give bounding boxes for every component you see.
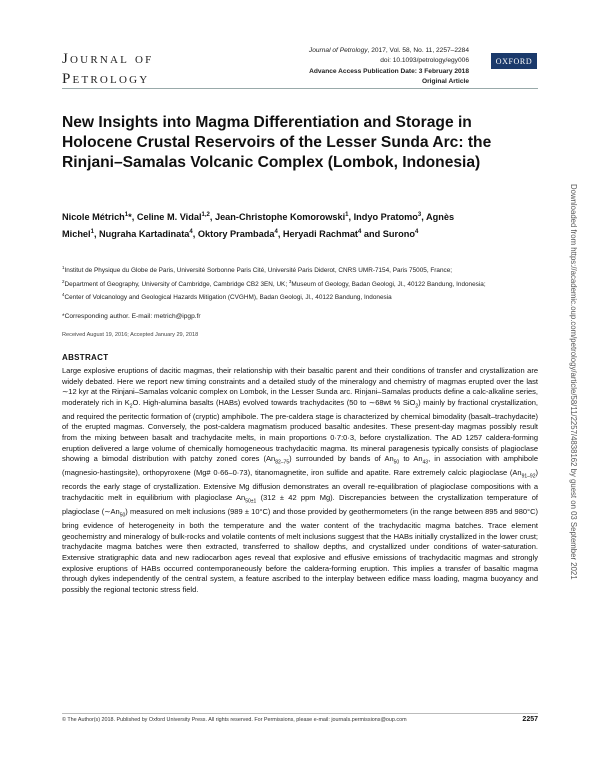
article-title: New Insights into Magma Differentiation and Storage in Holocene Crustal Reservoirs of the Lesser Sunda Arc: the Rinjani–Samalas Volcanic Complex (Lombok, Indonesia) (62, 114, 492, 171)
author[interactable]: Heryadi Rachmat$^4$ (282, 229, 362, 240)
received-dates: Received August 19, 2016; Accepted January 29, 2018 (62, 332, 199, 338)
page-number: 2257 (522, 716, 538, 723)
citation-block (309, 46, 469, 88)
oxford-logo: OXFORD (491, 53, 537, 69)
author[interactable]: Nicole Métrich$^1$* (62, 212, 132, 223)
author[interactable]: Jean-Christophe Komorowski$^1$ (214, 212, 349, 223)
citation-advance: Advance Access Publication Date: 3 February 2018 (309, 67, 469, 75)
abstract-text: Large explosive eruptions of dacitic magmas, their relationship with their basaltic parent and their conditions of transfer and crystallization are widely debated. Here we report new timing constraints and a detailed study of the mineralogy and chemistry of magmas erupted over the last ∼12 kyr at the Rinjani–Samalas volcanic complex on Lombok, in the Lesser Sunda arc. Rinjani–Samalas products define a calc-alkaline series, moderately rich in $K_2O$. High-alumina basalts (HABs) evolved towards trachydacites (50 to ∼68wt % SiO$_2$) mainly by fractional crystallization, and required the peritectic formation of (cryptic) amphibole. The pre-caldera stage is characterized by chemical bimodality (basalt–trachydacite) of the erupted magmas. Conversely, the post-caldera magmatism produced basaltic andesites. These present-day magmas possibly result from the mixing between basalt and trachydacite melts, in main proportions 0·7:0·3, before crystallization. The AD 1257 caldera-forming eruption delivered a large volume of chemically homogeneous trachydacitic magma. Its mineral paragenesis typically consists of plagioclase showing a bimodal distribution with patchy zoned cores $(An_{82-75})$ surrounded by bands of $An_{50}$ to $An_{43}$, in association with amphibole (magnesio-hastingsite), orthopyroxene (Mg# 0·66–0·73), titanomagnetite, iron sulfide and apatite. Rare extremely calcic plagioclase $(An_{91-92})$ records the early stage of crystallization. Extensive Mg diffusion demonstrates an overall re-equilibration of plagioclase compositions with a trachydacitic melt in equilibrium with plagioclase $An_{50\pm 1}$ (312 ± 42 ppm Mg). Discrepancies between the crystallization temperature of plagioclase $(\sim An_{50})$ measured on melt inclusions (989 ± 10°C) and those provided by geothermometers (in the range between 895 and 980°C) bring evidence of heterogeneity in both the temperature and the water content of the trachydacitic magma batches. Trace element geochemistry and mineralogy of bulk-rocks and volatile contents of melt inclusions suggest that the HABs initially crystallized in the lower crust; trachydacite magma batches were then extracted, transferred to shallow depths, and crystallized under conditions of water-saturation. Extensive stratigraphic data and new radiocarbon ages reveal that explosive and effusive emissions of trachydacitic magmas and strongly explosive eruptions of HABs occurred contemporaneously before the caldera-forming eruption. This implies a transfer of basaltic magma through dykes independently of the central system, a feature ascribed to the interplay between edifice mass loading, magma buoyancy and possibly the regional tectonic stress field. (62, 366, 539, 594)
citation-doi[interactable]: doi: 10.1093/petrology/egy006 (380, 57, 469, 65)
journal-name-line2: Petrology (62, 71, 150, 87)
copyright-footer: © The Author(s) 2018. Published by Oxford University Press. All rights reserved. For Permissions, please e-mail: journals.permissions@oup.com (62, 717, 407, 723)
article-type: Original Article (421, 78, 469, 86)
journal-name-line1: Journal of (62, 51, 154, 67)
header-divider (62, 88, 538, 89)
citation-line (309, 46, 469, 56)
author[interactable]: Surono$^4$ (382, 229, 419, 240)
author[interactable]: Agnès Michel$^1$ (62, 212, 455, 240)
citation-details: , 2017, Vol. 58, No. 11, 2257–2284 (367, 47, 469, 54)
author-list: Nicole Métrich$^1$*, Celine M. Vidal$^{1,2}$, Jean-Christophe Komorowski$^1$, Indyo Pratomo$^3$, Agnès Michel$^1$, Nugraha Kartadinata$^4$, Oktory Prambada$^4$, Heryadi Rachmat$^4$ and Surono$^4$ (62, 212, 455, 240)
author[interactable]: Nugraha Kartadinata$^4$ (99, 229, 193, 240)
footer-divider (62, 713, 538, 714)
affiliations: $^1$Institut de Physique du Globe de Paris, Université Sorbonne Paris Cité, Université Paris Diderot, CNRS UMR-7154, Paris 75005, France; $^2$Department of Geography, University of Cambridge, Cambridge CB2 3EN, UK; $^3$Museum of Geology, Badan Geologi, Jl., 40122 Bandung, Indonesia; $^4$Center of Volcanology and Geological Hazards Mitigation (CVGHM), Badan Geologi, Jl., 40122 Bandung, Indonesia (62, 265, 486, 302)
abstract-heading: ABSTRACT (62, 353, 109, 362)
download-watermark: Downloaded from https://academic.oup.com/petrology/article/58/11/2257/4838162 by guest on 03 September 2021 (569, 184, 578, 580)
citation-journal: Journal of Petrology (308, 47, 368, 54)
author[interactable]: Oktory Prambada$^4$ (197, 229, 278, 240)
journal-name (62, 49, 153, 89)
author[interactable]: Indyo Pratomo$^3$ (353, 212, 422, 223)
corresponding-author: *Corresponding author. E-mail: metrich@ipgp.fr (62, 313, 201, 320)
author[interactable]: Celine M. Vidal$^{1,2}$ (136, 212, 210, 223)
